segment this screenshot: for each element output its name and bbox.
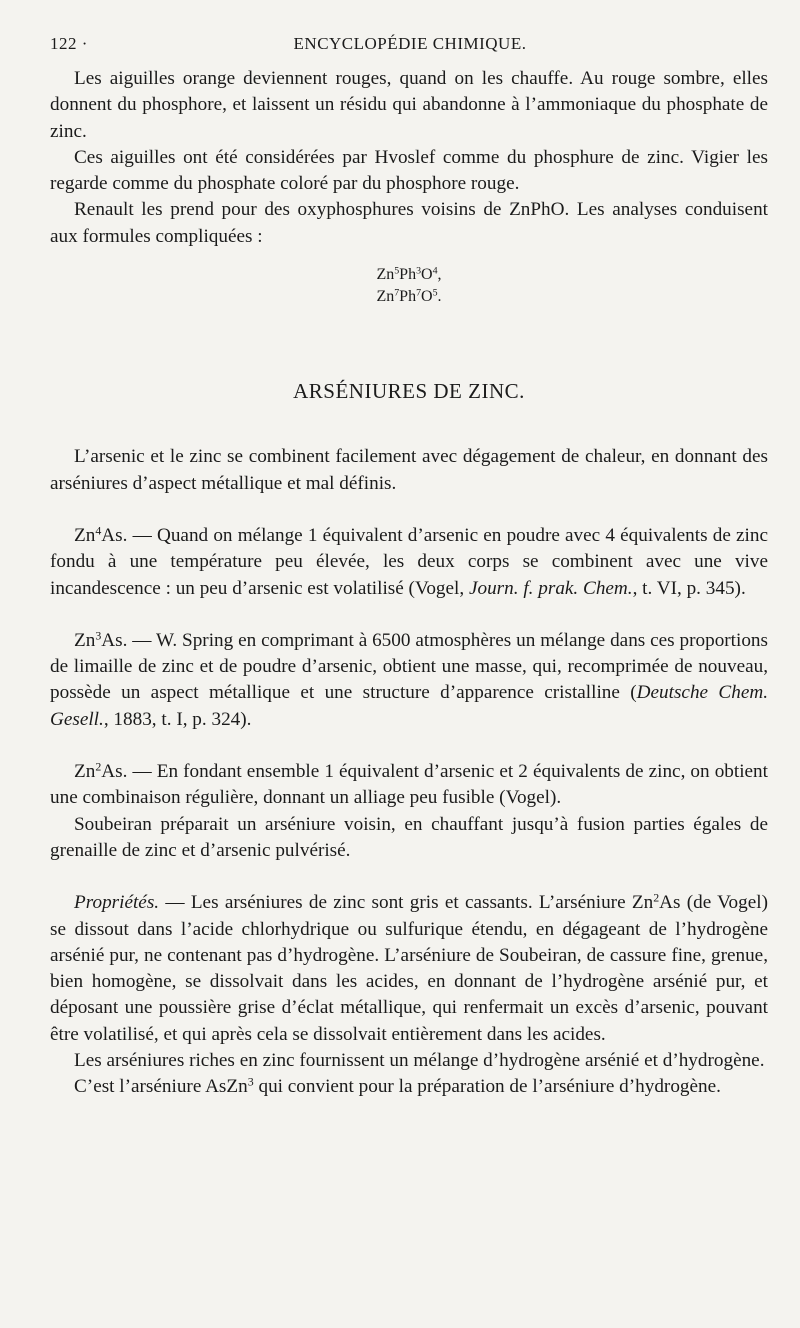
paragraph-zn3as: Zn$^3$As. — W. Spring en comprimant à 6500 atmosphères un mélange dans ces proportions de limaille de zinc et de poudre d’arsenic, obtient une masse, qui, recomprimée de nouveau, possède un aspect métallique et une structure d’apparence cristalline (Deutsche Chem. Gesell., 1883, t. I, p. 324). <box>50 628 768 730</box>
paragraph-section-intro: L’arsenic et le zinc se combinent facilement avec dégagement de chaleur, en donnant des arséniures d’aspect métallique et mal définis. <box>50 446 768 494</box>
paragraph-zn2as: Zn$^2$As. — En fondant ensemble 1 équivalent d’arsenic et 2 équivalents de zinc, on obtient une combinaison régulière, donnant un alliage peu fusible (Vogel). <box>50 759 768 809</box>
section-heading: ARSÉNIURES DE ZINC. <box>293 379 525 404</box>
paragraph-soubeiran: Soubeiran préparait un arséniure voisin, en chauffant jusqu’à fusion parties égales de grenaille de zinc et d’arsenic pulvérisé. <box>50 813 768 861</box>
paragraph-hvoslef: Ces aiguilles ont été considérées par Hvoslef comme du phosphure de zinc. Vigier les regarde comme du phosphate coloré par du phosphore rouge. <box>50 146 768 195</box>
paragraph-zn4as: Zn$^4$As. — Quand on mélange 1 équivalent d’arsenic en poudre avec 4 équivalents de zinc fondu à une température peu élevée, les deux corps se combinent avec une vive incandescence : un peu d’arsenic est volatilisé (Vogel, Journ. f. prak. Chem., t. VI, p. 345). <box>50 523 768 599</box>
paragraph-renault: Renault les prend pour des oxyphosphures voisins de ZnPhO. Les analyses conduisent aux formules compliquées : <box>50 199 768 247</box>
paragraph-riches-en-zinc: Les arséniures riches en zinc fournissent un mélange d’hydrogène arsénié et d’hydrogène. <box>74 1050 765 1072</box>
paragraph-proprietes: Propriétés. — Les arséniures de zinc sont gris et cassants. L’arséniure Zn$^2$As (de Vogel) se dissout dans l’acide chlorhydrique ou sulfurique étendu, en dégageant de l’hydrogène arsénié pur, ne contenant pas d’hydrogène. L’arséniure de Soubeiran, de cassure fine, grenue, bien homogène, se dissolvait dans les acides, en donnant de l’hydrogène arsénié pur, et déposant une poussière grise d’éclat métallique, qui renfermait un excès d’arsenic, pouvant être volatilisé, et qui après cela se dissolvait entièrement dans les acides. <box>50 890 768 1045</box>
running-header <box>50 34 770 62</box>
journal-citation: Journ. f. prak. Chem. <box>468 577 633 599</box>
paragraph-aszn3: C’est l’arséniure AsZn$^3$ qui convient pour la préparation de l’arséniure d’hydrogène. <box>74 1074 721 1098</box>
formula-zn5ph3o4: $Zn^5Ph^3O^4$, <box>376 265 442 284</box>
formula-zn4as: Zn$^4$As. <box>74 523 128 546</box>
formula-zn7ph7o5: $Zn^7Ph^7O^5$. <box>376 287 442 306</box>
formula-zn3as: Zn$^3$As. <box>74 628 128 651</box>
page-body <box>50 66 768 1101</box>
page-number: 122 · <box>50 34 88 53</box>
running-title: ENCYCLOPÉDIE CHIMIQUE. <box>293 34 527 53</box>
formula-zn2as: Zn$^2$As. <box>74 759 128 783</box>
proprietes-label: Propriétés. <box>74 892 160 914</box>
paragraph-aiguilles-rouges: Les aiguilles orange deviennent rouges, quand on les chauffe. Au rouge sombre, elles donnent du phosphore, et laissent un résidu qui abandonne à l’ammoniaque du phosphate de zinc. <box>50 68 768 142</box>
journal-citation: Deutsche Chem. Gesell. <box>50 682 768 730</box>
